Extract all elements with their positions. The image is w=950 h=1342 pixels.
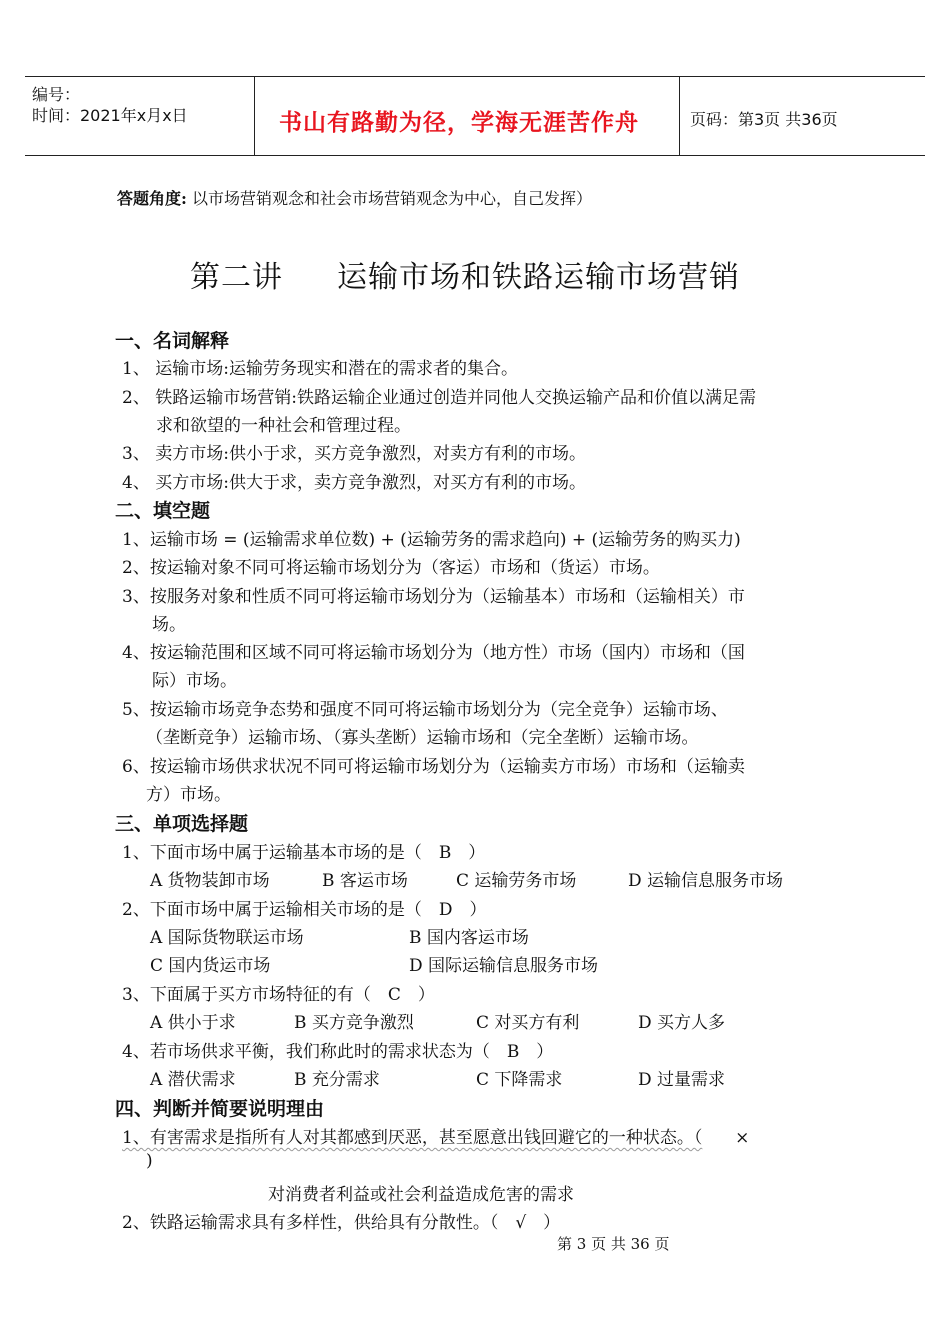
fill-line-3: 3、按服务对象和性质不同可将运输市场划分为（运输基本）市场和（运输相关）市 (122, 587, 745, 607)
fill-line-2: 2、按运输对象不同可将运输市场划分为（客运）市场和（货运）市场。 (122, 558, 660, 578)
terms-line-2-cont: 求和欲望的一种社会和管理过程。 (156, 416, 411, 436)
header-page-label: 页码：第3页 共36页 (690, 110, 838, 129)
terms-line-4: 4、 买方市场:供大于求，卖方竞争激烈，对买方有利的市场。 (122, 473, 586, 493)
terms-line-2: 2、 铁路运输市场营销:铁路运输企业通过创造并同他人交换运输产品和价值以满足需 (122, 388, 756, 408)
choice-q3-option-c: C 对买方有利 (476, 1013, 580, 1033)
answer-note-label: 答题角度: (117, 189, 187, 208)
choice-q4-stem: 4、若市场供求平衡，我们称此时的需求状态为（ B ） (122, 1042, 554, 1062)
choice-q4-option-c: C 下降需求 (476, 1070, 563, 1090)
choice-q1-stem: 1、下面市场中属于运输基本市场的是（ B ） (122, 843, 486, 863)
choice-q2-stem: 2、下面市场中属于运输相关市场的是（ D ） (122, 900, 487, 920)
header-divider-right (679, 76, 680, 155)
judge-q1 (122, 1123, 749, 1148)
header-motto: 书山有路勤为径，学海无涯苦作舟 (279, 110, 639, 136)
header-divider-left (254, 76, 255, 155)
section-heading-terms: 一、名词解释 (115, 330, 230, 352)
choice-q1-option-c: C 运输劳务市场 (456, 871, 577, 891)
fill-line-6: 6、按运输市场供求状况不同可将运输市场划分为（运输卖方市场）市场和（运输卖 (122, 757, 745, 777)
answer-note-text: 以市场营销观念和社会市场营销观念为中心，自己发挥） (192, 189, 593, 208)
fill-line-6-cont: 方）市场。 (146, 785, 231, 805)
fill-line-3-cont: 场。 (152, 615, 186, 635)
choice-q4-option-b: B 充分需求 (294, 1070, 380, 1090)
terms-line-1: 1、 运输市场:运输劳务现实和潜在的需求者的集合。 (122, 359, 518, 379)
judge-q1-close: ) (146, 1151, 153, 1171)
fill-line-4: 4、按运输范围和区域不同可将运输市场划分为（地方性）市场（国内）市场和（国 (122, 643, 745, 663)
choice-q2-option-a: A 国际货物联运市场 (150, 928, 304, 948)
judge-q1-explanation: 对消费者利益或社会利益造成危害的需求 (268, 1185, 574, 1205)
choice-q2-option-c: C 国内货运市场 (150, 956, 271, 976)
choice-q4-option-d: D 过量需求 (638, 1070, 726, 1090)
fill-line-5-cont: （垄断竞争）运输市场、（寡头垄断）运输市场和（完全垄断）运输市场。 (146, 728, 699, 748)
choice-q2-option-d: D 国际运输信息服务市场 (409, 956, 599, 976)
judge-q1-text: 1、有害需求是指所有人对其都感到厌恶，甚至愿意出钱回避它的一种状态。（ (122, 1128, 703, 1148)
fill-line-4-cont: 际）市场。 (152, 671, 237, 691)
choice-q3-option-d: D 买方人多 (638, 1013, 726, 1033)
choice-q3-option-a: A 供小于求 (150, 1013, 236, 1033)
header-number-label: 编号： (32, 85, 81, 104)
section-heading-judge: 四、判断并简要说明理由 (115, 1098, 325, 1120)
fill-line-5: 5、按运输市场竞争态势和强度不同可将运输市场划分为（完全竞争）运输市场、 (122, 700, 728, 720)
fill-line-1: 1、运输市场 = (运输需求单位数) + (运输劳务的需求趋向) + (运输劳务的购买力) (122, 530, 741, 550)
header-time-label: 时间：2021年x月x日 (32, 106, 188, 125)
answer-note (117, 186, 592, 209)
judge-q1-mark: × (735, 1128, 750, 1148)
lecture-number: 第二讲 (190, 260, 283, 295)
choice-q3-stem: 3、下面属于买方市场特征的有（ C ） (122, 985, 435, 1005)
choice-q1-option-b: B 客运市场 (322, 871, 408, 891)
lecture-title: 运输市场和铁路运输市场营销 (337, 260, 740, 295)
judge-q2: 2、铁路运输需求具有多样性，供给具有分散性。（ √ ） (122, 1213, 561, 1233)
header-top-rule (25, 76, 925, 77)
choice-q2-option-b: B 国内客运市场 (409, 928, 529, 948)
terms-line-3: 3、 卖方市场:供小于求，买方竞争激烈，对卖方有利的市场。 (122, 444, 586, 464)
section-heading-choice: 三、单项选择题 (115, 813, 249, 835)
choice-q1-option-d: D 运输信息服务市场 (628, 871, 784, 891)
page-footer: 第 3 页 共 36 页 (557, 1235, 670, 1253)
section-heading-fill: 二、填空题 (115, 500, 211, 522)
choice-q1-option-a: A 货物装卸市场 (150, 871, 270, 891)
header-bottom-rule (25, 155, 925, 156)
choice-q3-option-b: B 买方竞争激烈 (294, 1013, 414, 1033)
choice-q4-option-a: A 潜伏需求 (150, 1070, 236, 1090)
